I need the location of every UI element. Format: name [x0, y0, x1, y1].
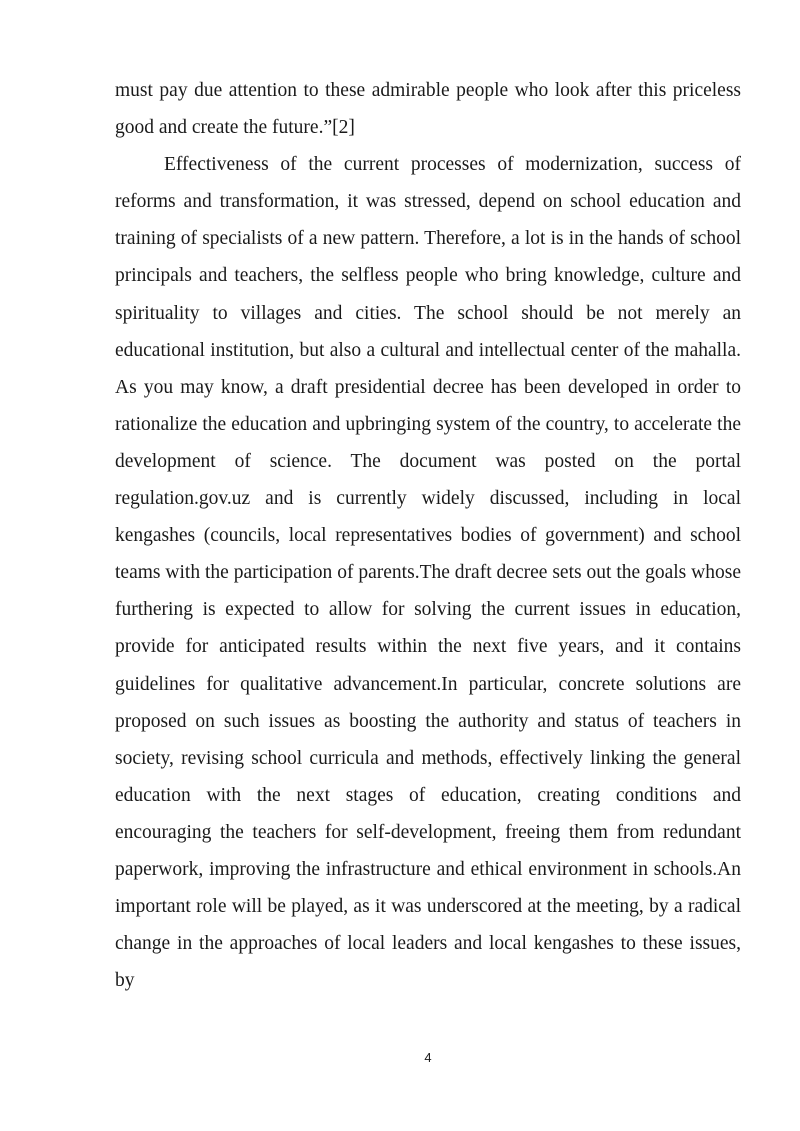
paragraph-continuation: must pay due attention to these admirable people who look after this priceless good and create the future.”[2] — [115, 80, 741, 139]
body-text — [115, 72, 741, 999]
paragraph-main: Effectiveness of the current processes of modernization, success of reforms and transformation, it was stressed, depend on school education and training of specialists of a new pattern. Therefore, a lot is in the hands of school principals and teachers, the selfless people who bring knowledge, culture and spirituality to villages and cities. The school should be not merely an educational institution, but also a cultural and intellectual center of the mahalla. As you may know, a draft presidential decree has been developed in order to rationalize the education and upbringing system of the country, to accelerate the development of science. The document was posted on the portal regulation.gov.uz and is currently widely discussed, including in local kengashes (councils, local representatives bodies of government) and school teams with the participation of parents.The draft decree sets out the goals whose furthering is expected to allow for solving the current issues in education, provide for anticipated results within the next five years, and it contains guidelines for qualitative advancement.In particular, concrete solutions are proposed on such issues as boosting the authority and status of teachers in society, revising school curricula and methods, effectively linking the general education with the next stages of education, creating conditions and encouraging the teachers for self-development, freeing them from redundant paperwork, improving the infrastructure and ethical environment in schools.An important role will be played, as it was underscored at the meeting, by a radical change in the approaches of local leaders and local kengashes to these issues, by — [115, 154, 741, 992]
page-number: 4 — [424, 1050, 432, 1065]
